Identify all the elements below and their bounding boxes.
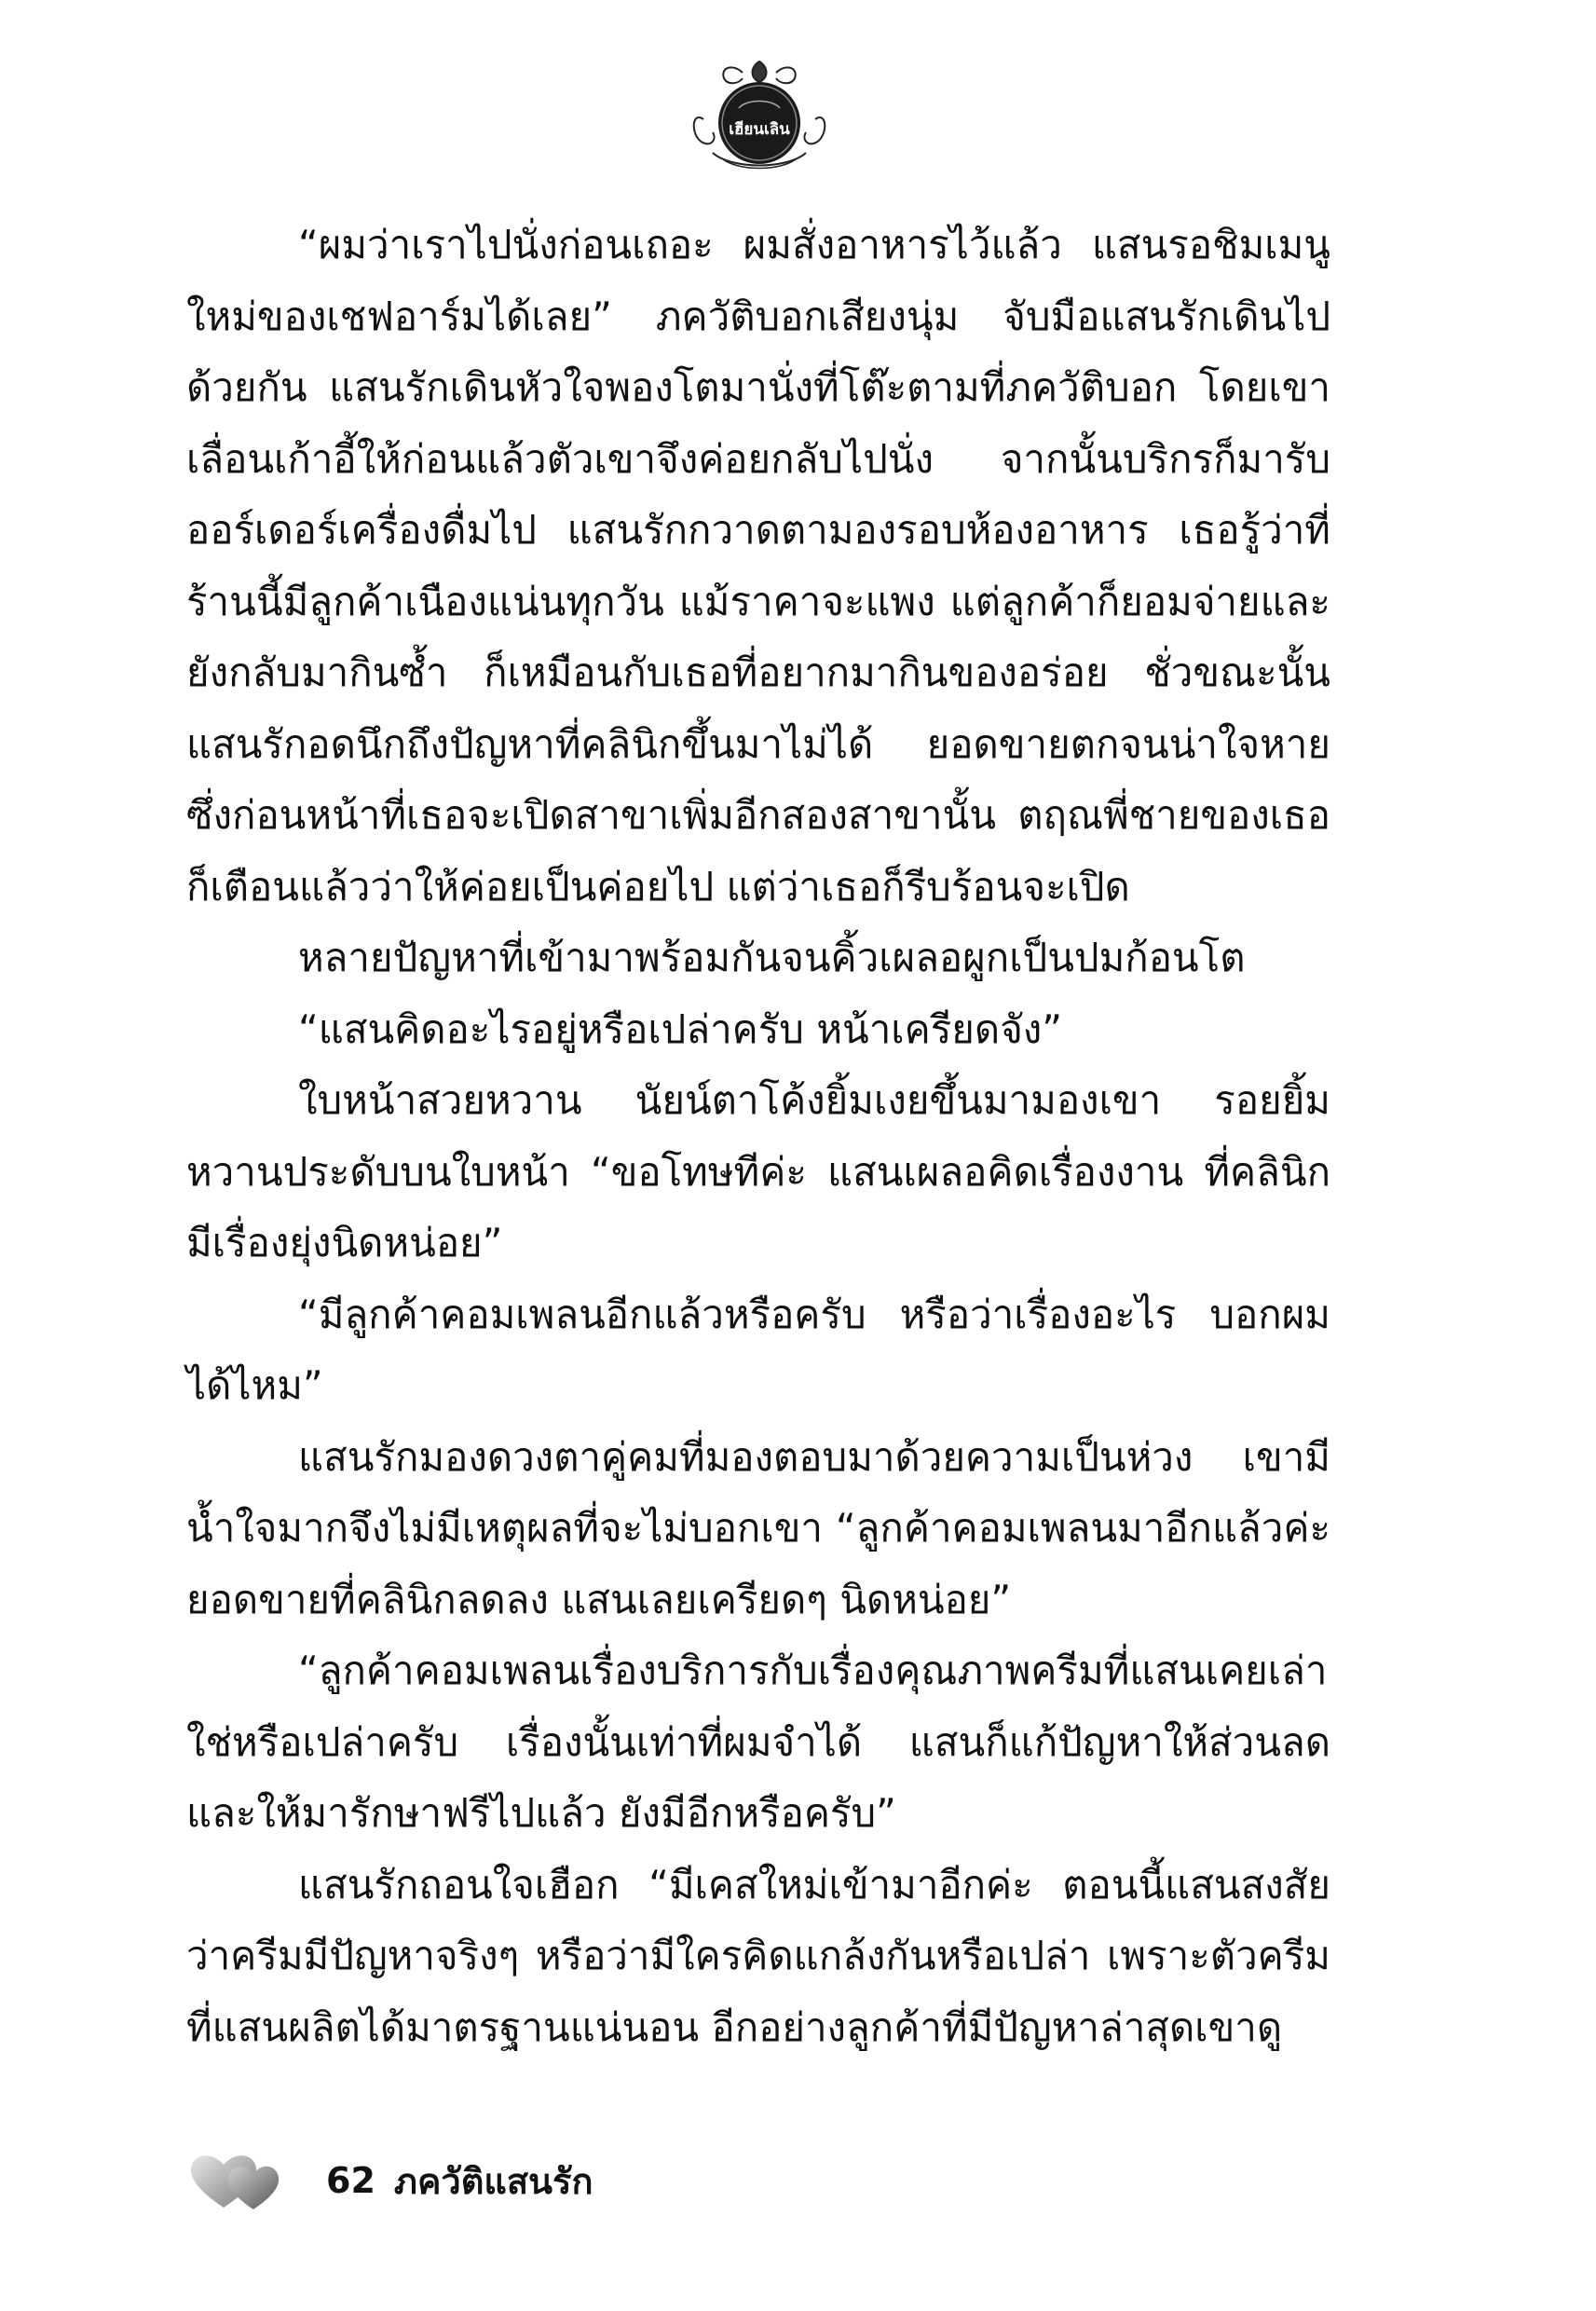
paragraph: “ลูกค้าคอมเพลนเรื่องบริการกับเรื่องคุณภาพครีมที่แสนเคยเล่าใช่หรือเปล่าครับ เรื่องนั้นเท่าที่ผมจำได้ แสนก็แก้ปัญหาให้ส่วนลดและให้มารักษาฟรีไปแล้ว ยังมีอีกหรือครับ” — [186, 1648, 1330, 1836]
paragraph: แสนรักถอนใจเฮือก “มีเคสใหม่เข้ามาอีกค่ะ ตอนนี้แสนสงสัยว่าครีมมีปัญหาจริงๆ หรือว่ามีใครคิดแกล้งกันหรือเปล่า เพราะตัวครีมที่แสนผลิตได้มาตรฐานแน่นอน อีกอย่างลูกค้าที่มีปัญหาล่าสุดเขาดู — [186, 1861, 1330, 2050]
book-title: ภควัติแสนรัก — [393, 2160, 593, 2202]
paragraph: ใบหน้าสวยหวาน นัยน์ตาโค้งยิ้มเงยขึ้นมามองเขา รอยยิ้มหวานประดับบนใบหน้า “ขอโทษทีค่ะ แสนเผลอคิดเรื่องงาน ที่คลินิกมีเรื่องยุ่งนิดหน่อย” — [186, 1077, 1330, 1265]
body-text — [186, 210, 1330, 2063]
paragraph: แสนรักมองดวงตาคู่คมที่มองตอบมาด้วยความเป็นห่วง เขามีน้ำใจมากจึงไม่มีเหตุผลที่จะไม่บอกเขา “ลูกค้าคอมเพลนมาอีกแล้วค่ะ ยอดขายที่คลินิกลดลง แสนเลยเครียดๆ นิดหน่อย” — [186, 1433, 1330, 1622]
publisher-logo-text: เฮียนเลิน — [729, 120, 790, 139]
publisher-logo-icon — [685, 54, 834, 173]
publisher-logo — [685, 54, 834, 173]
hearts-icon — [186, 2148, 287, 2213]
paragraph: “มีลูกค้าคอมเพลนอีกแล้วหรือครับ หรือว่าเรื่องอะไร บอกผมได้ไหม” — [186, 1291, 1330, 1408]
paragraph: หลายปัญหาที่เข้ามาพร้อมกันจนคิ้วเผลอผูกเป็นปมก้อนโต — [298, 935, 1246, 980]
paragraph: “ผมว่าเราไปนั่งก่อนเถอะ ผมสั่งอาหารไว้แล้ว แสนรอชิมเมนูใหม่ของเชฟอาร์มได้เลย” ภควัติบอกเสียงนุ่ม จับมือแสนรักเดินไปด้วยกัน แสนรักเดินหัวใจพองโตมานั่งที่โต๊ะตามที่ภควัติบอก โดยเขาเลื่อนเก้าอี้ให้ก่อนแล้วตัวเขาจึงค่อยกลับไปนั่ง จากนั้นบริกรก็มารับออร์เดอร์เครื่องดื่มไป แสนรักกวาดตามองรอบห้องอาหาร เธอรู้ว่าที่ร้านนี้มีลูกค้าเนืองแน่นทุกวัน แม้ราคาจะแพง แต่ลูกค้าก็ยอมจ่ายและยังกลับมากินซ้ำ ก็เหมือนกับเธอที่อยากมากินของอร่อย ชั่วขณะนั้นแสนรักอดนึกถึงปัญหาที่คลินิกขึ้นมาไม่ได้ ยอดขายตกจนน่าใจหาย ซึ่งก่อนหน้าที่เธอจะเปิดสาขาเพิ่มอีกสองสาขานั้น ตฤณพี่ชายของเธอก็เตือนแล้วว่าให้ค่อยเป็นค่อยไป แต่ว่าเธอก็รีบร้อนจะเปิด — [186, 222, 1330, 909]
page-number: 62 — [326, 2160, 375, 2201]
paragraph: “แสนคิดอะไรอยู่หรือเปล่าครับ หน้าเครียดจัง” — [298, 1005, 1063, 1052]
page-footer — [186, 2143, 593, 2218]
